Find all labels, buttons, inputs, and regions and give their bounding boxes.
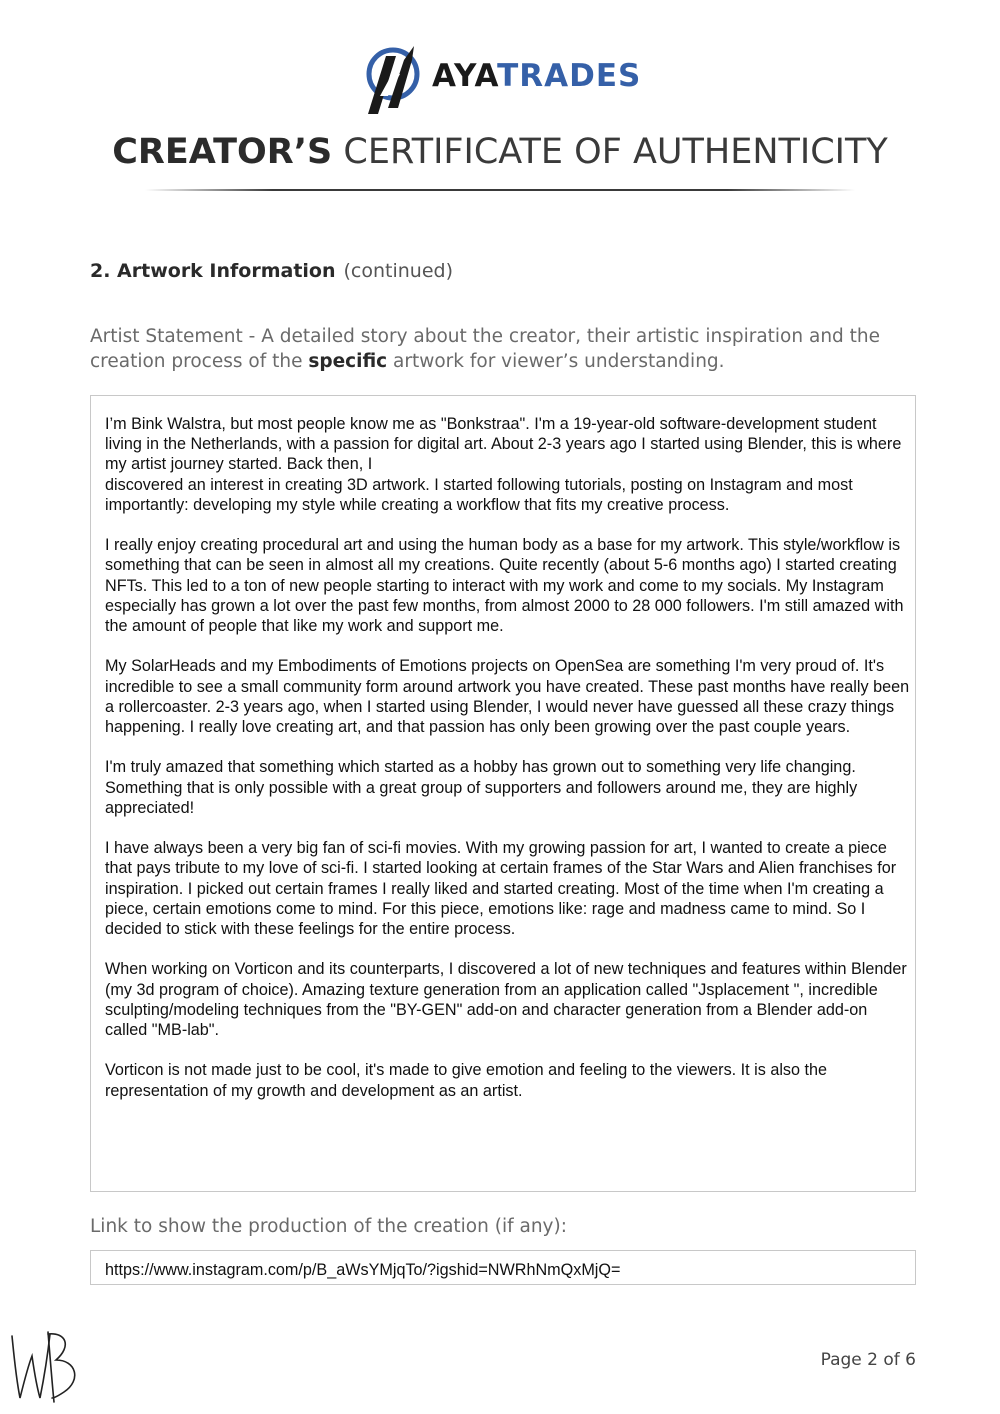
- artist-statement-text: [105, 414, 913, 1121]
- signature-icon: [6, 1326, 86, 1406]
- prompt-part2: artwork for viewer’s understanding.: [387, 351, 725, 372]
- ayatrades-logo-mark-icon: [362, 38, 424, 118]
- brand-name-part2: TRADES: [497, 58, 642, 94]
- brand-name: [432, 58, 641, 94]
- certificate-title-strong: CREATOR’S: [112, 132, 333, 172]
- statement-paragraph: I’m Bink Walstra, but most people know me as "Bonkstraa". I'm a 19-year-old software-development student living in the Netherlands, with a passion for digital art. About 2-3 years ago I started using Blender, this is where my artist journey started. Back then, I: [105, 415, 902, 474]
- artist-statement-prompt: [90, 324, 890, 374]
- brand-name-part1: AYA: [432, 58, 498, 94]
- statement-paragraph: My SolarHeads and my Embodiments of Emotions projects on OpenSea are something I'm very proud of. It's incredible to see a small community form around artwork you have created. These past months have really been a rollercoaster. 2-3 years ago, when I started using Blender, I would never have guessed all these crazy things happening. I really love creating art, and that passion has only been growing over the past couple years.: [105, 657, 910, 737]
- production-link-field[interactable]: [90, 1250, 916, 1285]
- prompt-emphasis: specific: [308, 351, 388, 372]
- page-number: Page 2 of 6: [820, 1350, 916, 1370]
- section-heading-title: 2. Artwork Information: [90, 260, 336, 282]
- statement-paragraph: discovered an interest in creating 3D artwork. I started following tutorials, posting on Instagram and most importantly: developing my style while creating a workflow that fits my creative process.: [105, 475, 853, 514]
- production-link-value[interactable]: https://www.instagram.com/p/B_aWsYMjqTo/?igshid=NWRhNmQxMjQ=: [105, 1261, 621, 1279]
- production-link-label: Link to show the production of the creation (if any):: [90, 1216, 567, 1237]
- statement-paragraph: I have always been a very big fan of sci-fi movies. With my growing passion for art, I wanted to create a piece that pays tribute to my love of sci-fi. I started looking at certain frames of the Star Wars and Alien franchises for inspiration. I picked out certain frames I really liked and started creating. Most of the time when I'm creating a piece, certain emotions come to mind. For this piece, emotions like: rage and madness came to mind. So I decided to stick with these feelings for the entire process.: [105, 839, 897, 939]
- statement-paragraph: I really enjoy creating procedural art and using the human body as a base for my artwork. This style/workflow is something that can be seen in almost all my creations. Quite recently (about 5-6 months ago) I started creating NFTs. This led to a ton of new people starting to interact with my work and come to my socials. My Instagram especially has grown a lot over the past few months, from almost 2000 to 28 000 followers. I'm still amazed with the amount of people that like my work and support me.: [105, 536, 904, 636]
- title-divider: [145, 189, 855, 191]
- section-heading: [90, 260, 453, 282]
- artist-statement-box: [90, 395, 916, 1192]
- section-heading-continued: (continued): [343, 260, 454, 282]
- statement-paragraph: Vorticon is not made just to be cool, it's made to give emotion and feeling to the viewers. It is also the representation of my growth and development as an artist.: [105, 1061, 828, 1100]
- certificate-title-light: CERTIFICATE OF AUTHENTICITY: [343, 132, 888, 172]
- certificate-title: [0, 132, 1000, 172]
- prompt-part1: Artist Statement - A detailed story about the creator, their artistic inspiration and the creation process of the: [90, 326, 881, 372]
- ayatrades-logo: [362, 38, 642, 118]
- statement-paragraph: I'm truly amazed that something which started as a hobby has grown out to something very life changing. Something that is only possible with a great group of supporters and followers around me, they are highly appreciated!: [105, 758, 858, 817]
- statement-paragraph: When working on Vorticon and its counterparts, I discovered a lot of new techniques and features within Blender (my 3d program of choice). Amazing texture generation from an application called "Jsplacement ", incredible sculpting/modeling techniques from the "BY-GEN" add-on and character generation from a Blender add-on called "MB-lab".: [105, 960, 907, 1040]
